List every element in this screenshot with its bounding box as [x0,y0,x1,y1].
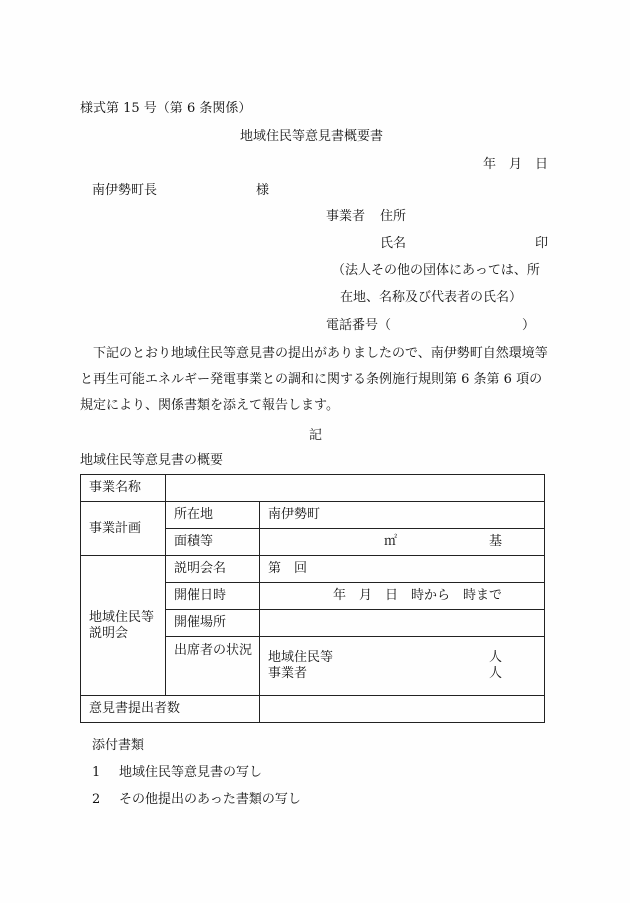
attachment-item-1-text: 地域住民等意見書の写し [119,765,263,780]
corporate-note-line1: （法人その他の団体にあっては、所 [332,263,540,278]
operators-label: 事業者 [268,666,308,681]
summary-table [80,474,545,723]
document-title: 地域住民等意見書概要書 [240,129,384,144]
area-value[interactable] [260,529,545,556]
table-row [81,475,545,502]
briefing-session-label [81,556,166,696]
summary-heading: 地域住民等意見書の概要 [80,453,224,468]
table-row [81,502,545,529]
attendance-label: 出席者の状況 [166,637,260,696]
briefing-session-line1: 地域住民等 [89,609,155,625]
address-label: 住所 [380,209,407,224]
briefing-session-line2: 説明会 [89,625,129,641]
attachments-heading: 添付書類 [92,738,145,753]
unit-count-label: 基 [488,534,502,549]
name-label: 氏名 [380,236,407,251]
body-paragraph: 下記のとおり地域住民等意見書の提出がありましたので、南伊勢町自然環境等と再生可能エネルギー発電事業との調和に関する条例施行規則第 6 条第 6 項の規定により、関係書類を添えて報告します。 [80,346,548,413]
location-label: 所在地 [166,502,260,529]
attachment-item-1-num: 1 [92,765,101,780]
table-row [81,556,545,583]
datetime-label: 開催日時 [166,583,260,610]
submitter-count-label: 意見書提出者数 [81,696,260,723]
addressee-name: 南伊勢町長 [92,183,158,198]
area-label: 面積等 [166,529,260,556]
session-name-value[interactable]: 第 回 [260,556,545,583]
phone-label: 電話番号（ [326,318,392,333]
ki-heading: 記 [309,428,323,443]
applicant-label: 事業者 [326,209,366,224]
phone-close: ） [522,318,536,333]
attachment-item-2-text: その他提出のあった書類の写し [119,792,301,807]
date-field: 年 月 日 [482,157,548,172]
project-name-value[interactable] [166,475,545,502]
session-name-label: 説明会名 [166,556,260,583]
venue-label: 開催場所 [166,610,260,637]
residents-unit: 人 [488,650,502,665]
table-row [81,696,545,723]
form-number: 様式第 15 号（第 6 条関係） [80,101,252,116]
area-unit: ㎡ [384,534,398,549]
seal-mark: 印 [534,236,548,251]
attachment-item-2-num: 2 [92,792,101,807]
project-plan-label: 事業計画 [81,502,166,556]
project-name-label: 事業名称 [81,475,166,502]
submitter-count-value[interactable] [260,696,545,723]
location-value[interactable]: 南伊勢町 [260,502,545,529]
corporate-note-line2: 在地、名称及び代表者の氏名） [340,290,523,305]
venue-value[interactable] [260,610,545,637]
addressee-suffix: 様 [256,183,270,198]
residents-label: 地域住民等 [268,650,334,665]
operators-unit: 人 [488,666,502,681]
datetime-value[interactable]: 年 月 日 時から 時まで [260,583,545,610]
attendance-value[interactable] [260,637,545,696]
